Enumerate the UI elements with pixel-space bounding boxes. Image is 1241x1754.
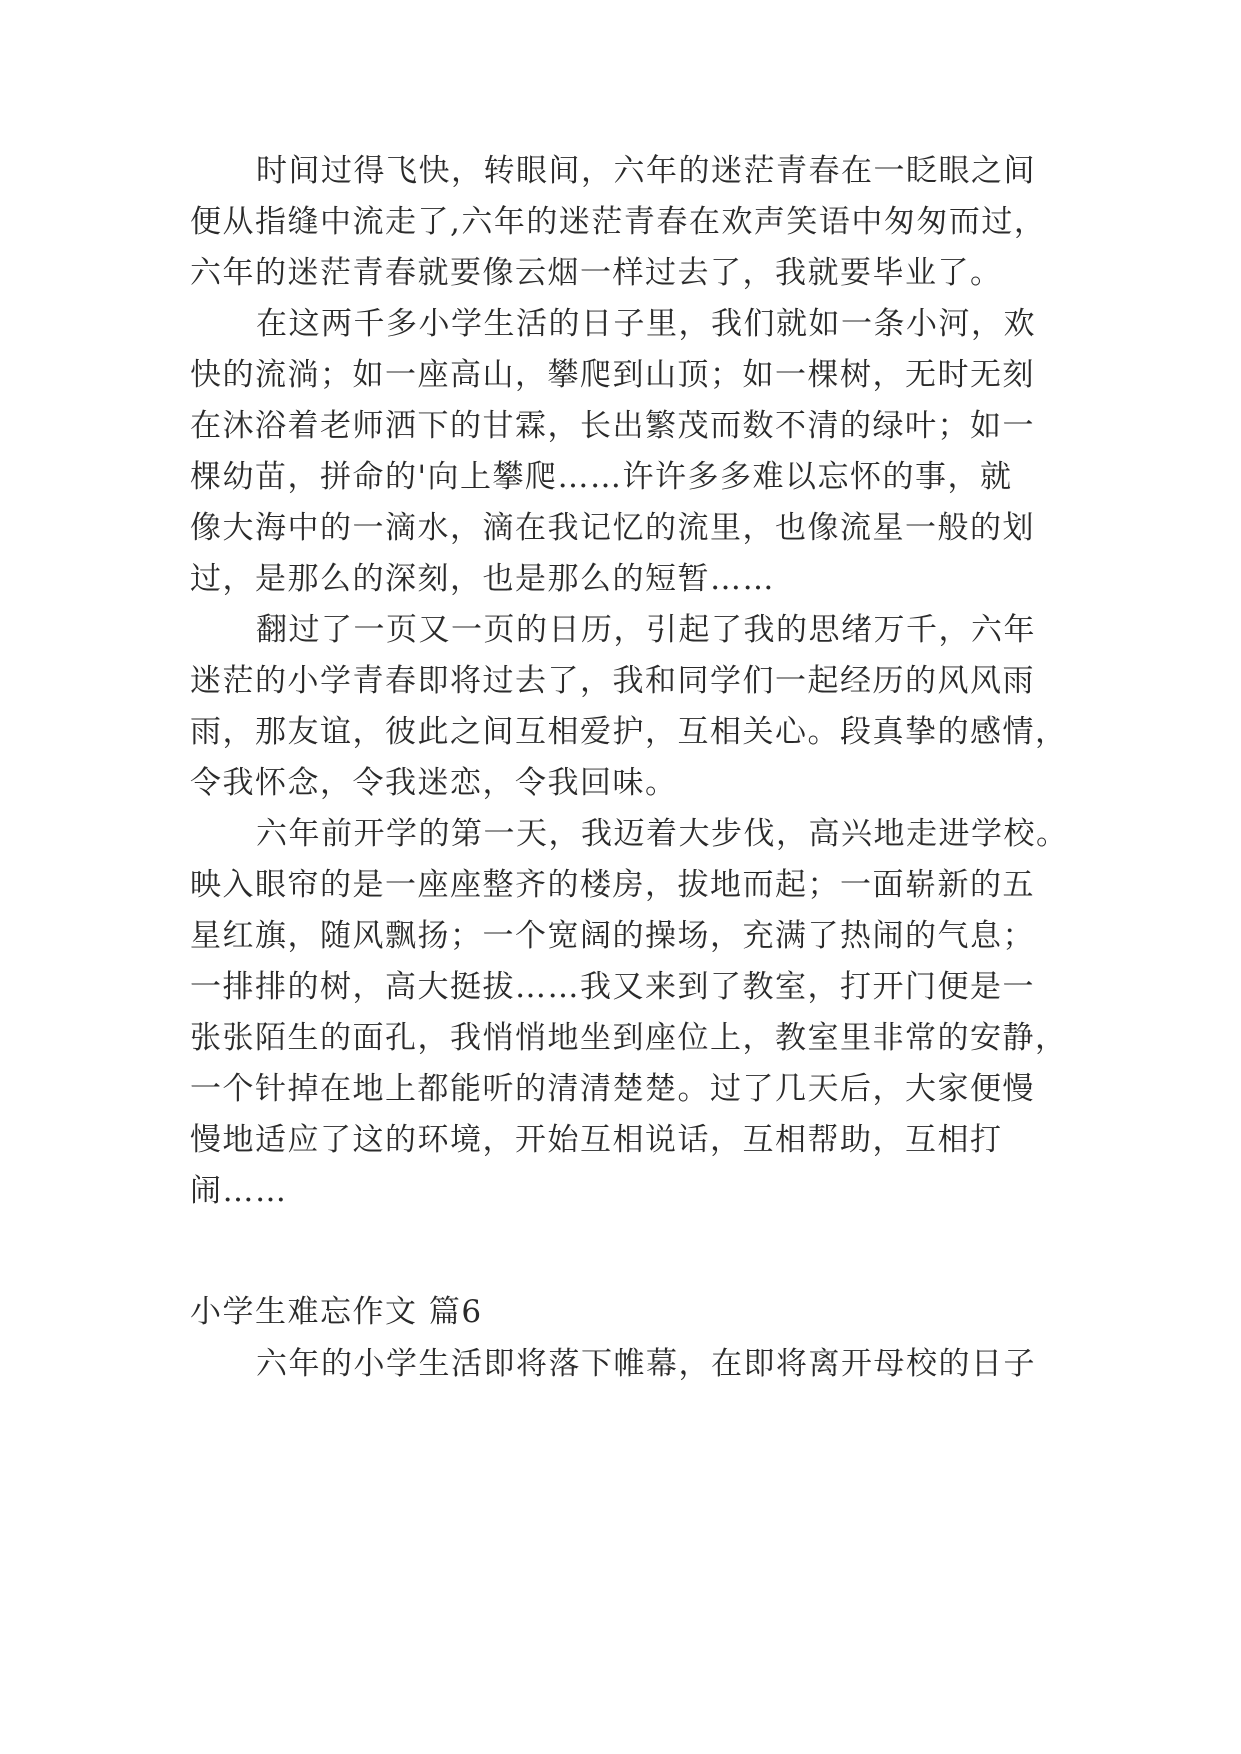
- text-line: 一排排的树，高大挺拔……我又来到了教室，打开门便是一: [190, 969, 1035, 1005]
- text-line: 时间过得飞快，转眼间，六年的迷茫青春在一眨眼之间: [256, 153, 1036, 189]
- text-line: 棵幼苗，拼命的'向上攀爬……许许多多难以忘怀的事，就: [190, 459, 1013, 495]
- text-line: 雨，那友谊，彼此之间互相爱护，互相关心。段真挚的感情，: [190, 714, 1068, 750]
- text-line: 慢地适应了这的环境，开始互相说话，互相帮助，互相打: [190, 1122, 1003, 1158]
- text-line: 便从指缝中流走了,六年的迷茫青春在欢声笑语中匆匆而过，: [190, 204, 1047, 240]
- text-line: 六年的迷茫青春就要像云烟一样过去了，我就要毕业了。: [190, 255, 1003, 291]
- section-heading: 小学生难忘作文 篇6: [190, 1294, 483, 1330]
- text-line: 张张陌生的面孔，我悄悄地坐到座位上，教室里非常的安静，: [190, 1020, 1068, 1056]
- text-line: 六年前开学的第一天，我迈着大步伐，高兴地走进学校。: [256, 816, 1069, 852]
- text-line: 快的流淌；如一座高山，攀爬到山顶；如一棵树，无时无刻: [190, 357, 1035, 393]
- text-line: 六年的小学生活即将落下帷幕，在即将离开母校的日子: [256, 1346, 1036, 1382]
- text-line: 闹……: [190, 1173, 288, 1209]
- text-line: 在这两千多小学生活的日子里，我们就如一条小河，欢: [256, 306, 1036, 342]
- text-line: 令我怀念，令我迷恋，令我回味。: [190, 765, 678, 801]
- text-line: 一个针掉在地上都能听的清清楚楚。过了几天后，大家便慢: [190, 1071, 1035, 1107]
- text-line: 翻过了一页又一页的日历，引起了我的思绪万千，六年: [256, 612, 1036, 648]
- text-line: 像大海中的一滴水，滴在我记忆的流里，也像流星一般的划: [190, 510, 1035, 546]
- text-line: 映入眼帘的是一座座整齐的楼房，拔地而起；一面崭新的五: [190, 867, 1035, 903]
- text-line: 在沐浴着老师洒下的甘霖，长出繁茂而数不清的绿叶；如一: [190, 408, 1035, 444]
- text-line: 过，是那么的深刻，也是那么的短暂……: [190, 561, 775, 597]
- text-line: 迷茫的小学青春即将过去了，我和同学们一起经历的风风雨: [190, 663, 1035, 699]
- text-line: 星红旗，随风飘扬；一个宽阔的操场，充满了热闹的气息；: [190, 918, 1035, 954]
